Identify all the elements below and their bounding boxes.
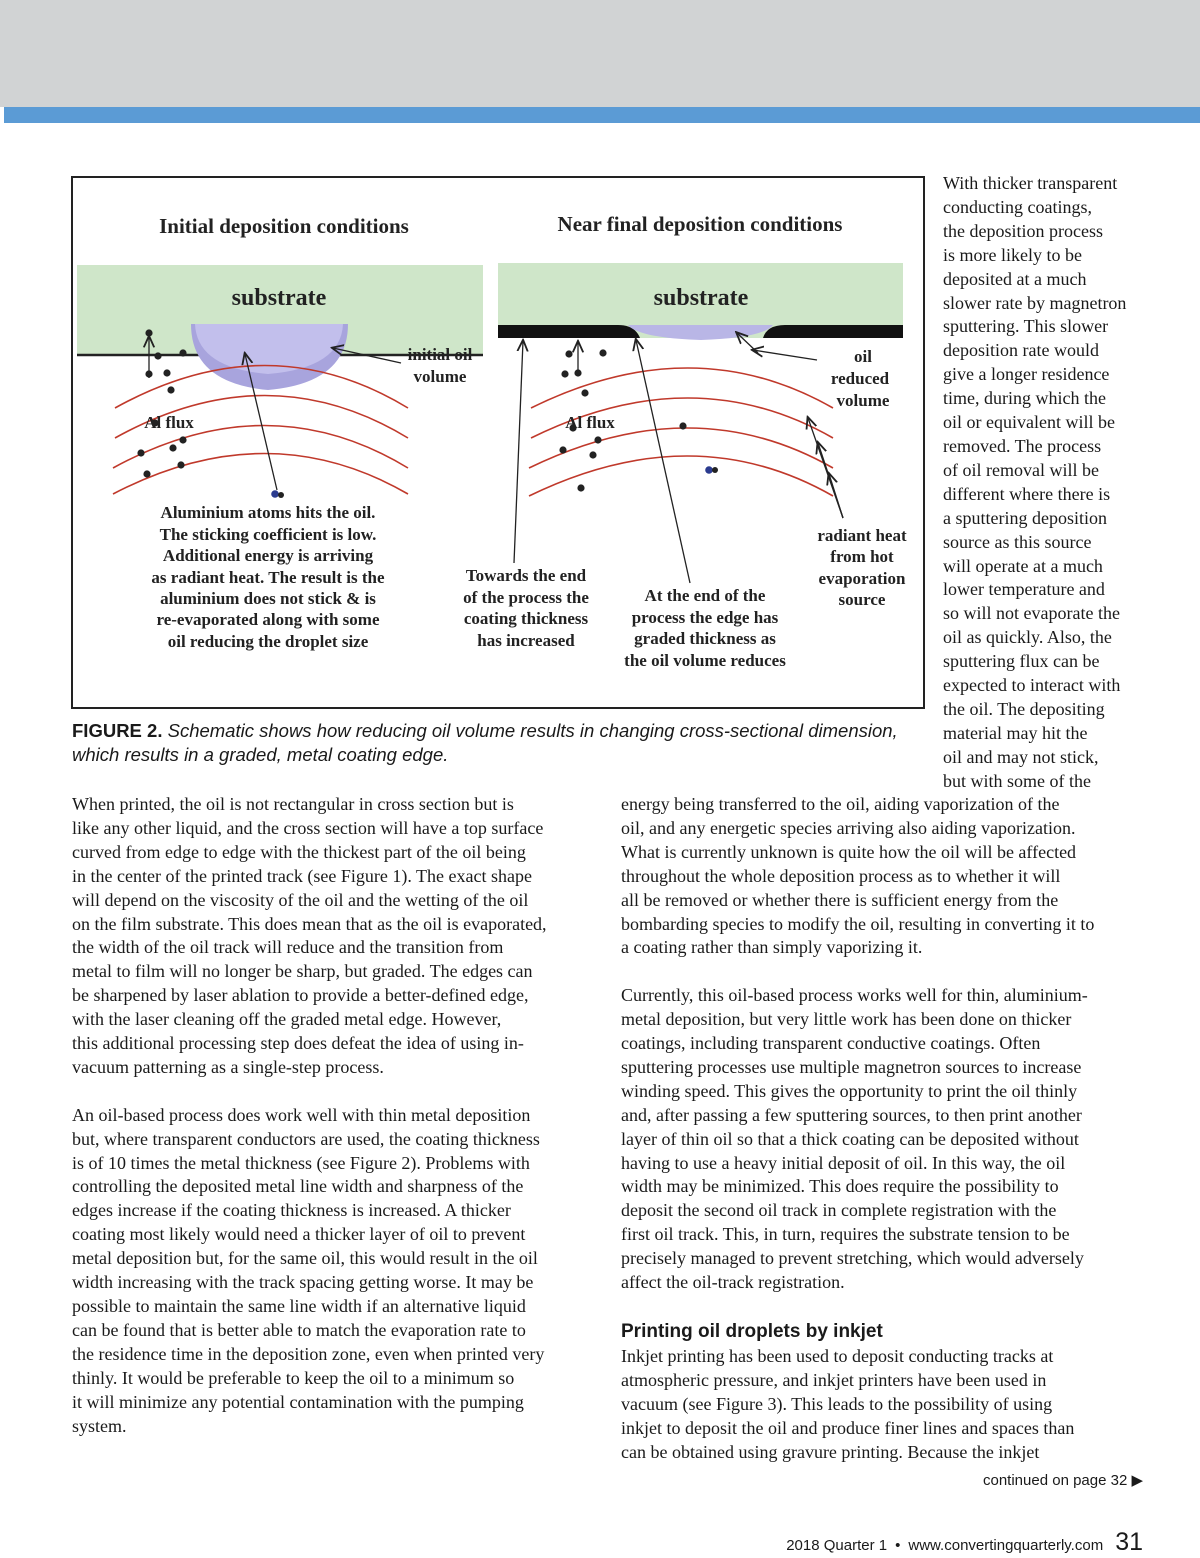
text-line: in the center of the printed track (see Figure 1). The exact shape — [72, 865, 532, 886]
right-atom-dark — [712, 467, 718, 473]
side-line: is more likely to be — [943, 244, 1082, 265]
heat-label-2: from hot — [830, 547, 894, 566]
text-line: coatings, including transparent conductive coatings. Often — [621, 1033, 1041, 1054]
text-line: all be removed or whether there is sufficient energy from the — [621, 889, 1059, 910]
right-panel-title: Near final deposition conditions — [557, 212, 843, 236]
right-substrate-label: substrate — [653, 285, 749, 311]
text-line: sputtering processes use multiple magnetron sources to increase — [621, 1056, 1082, 1077]
figure-2-diagram — [73, 178, 923, 707]
left-oil-label-1: initial oil — [407, 345, 473, 364]
towards-label-1: Towards the end — [465, 566, 587, 585]
text-line: precisely managed to prevent stretching, which would adversely — [621, 1248, 1084, 1269]
side-column — [943, 172, 1158, 794]
heat-arrow-3 — [829, 474, 843, 518]
footer-separator: • — [895, 1537, 901, 1554]
continued-link[interactable]: continued on page 32 ▶ — [983, 1472, 1143, 1489]
heat-label-3: evaporation — [818, 569, 906, 588]
side-line: source as this source — [943, 531, 1092, 552]
towards-label-2: of the process the — [463, 588, 589, 607]
text-line: system. — [72, 1415, 127, 1436]
text-line: width increasing with the track spacing getting worse. It may be — [72, 1272, 534, 1293]
side-line: of oil removal will be — [943, 459, 1099, 480]
right-oil-label-3: volume — [836, 391, 890, 410]
right-coating-left — [498, 325, 640, 338]
left-atom-dark — [278, 492, 284, 498]
side-line: so will not evaporate the — [943, 603, 1120, 624]
left-oil-label-2: volume — [413, 367, 467, 386]
text-line: Inkjet printing has been used to deposit conducting tracks at — [621, 1345, 1054, 1366]
text-line: curved from edge to edge with the thickest part of the oil being — [72, 841, 526, 862]
end-arrow — [636, 340, 690, 583]
end-label-2: process the edge has — [631, 608, 779, 627]
end-label-1: At the end of the — [644, 586, 766, 605]
text-line: edges increase if the coating thickness is increased. A thicker — [72, 1200, 511, 1221]
text-line: layer of thin oil so that a thick coating can be deposited without — [621, 1128, 1079, 1149]
side-line: the oil. The depositing — [943, 698, 1105, 719]
right-atom-blue — [705, 466, 713, 474]
left-column — [72, 793, 602, 1438]
left-note-line-2: The sticking coefficient is low. — [159, 525, 377, 544]
header-accent-bar — [4, 107, 1200, 123]
side-line: give a longer residence — [943, 364, 1110, 385]
figure-caption-text: Schematic shows how reducing oil volume results in changing cross-sectional dimension, which results in a graded, metal coating edge. — [72, 720, 898, 765]
side-line: time, during which the — [943, 388, 1106, 409]
text-line: vacuum patterning as a single-step process. — [72, 1056, 384, 1077]
side-line: but with some of the — [943, 770, 1091, 791]
left-note-line-5: aluminium does not stick & is — [160, 589, 376, 608]
left-note-line-6: re-evaporated along with some — [156, 610, 380, 629]
text-line: it will minimize any potential contamination with the pumping — [72, 1391, 524, 1412]
right-flux-arcs — [529, 368, 833, 496]
end-label-3: graded thickness as — [634, 629, 776, 648]
side-line: the deposition process — [943, 220, 1103, 241]
text-line: energy being transferred to the oil, aiding vaporization of the — [621, 794, 1060, 814]
text-line: controlling the deposited metal line width and sharpness of the — [72, 1176, 524, 1197]
text-line: When printed, the oil is not rectangular in cross section but is — [72, 794, 514, 814]
header-band — [0, 0, 1200, 107]
text-line: can be found that is better able to match the evaporation rate to — [72, 1319, 526, 1340]
text-line: and, after passing a few sputtering sources, to then print another — [621, 1104, 1082, 1125]
text-line: width may be minimized. This does require the possibility to — [621, 1176, 1059, 1197]
side-line: removed. The process — [943, 435, 1102, 456]
footer-issue: 2018 Quarter 1 — [786, 1537, 888, 1554]
text-line: throughout the whole deposition process as to whether it will — [621, 865, 1061, 886]
text-line: metal deposition but, for the same oil, this would result in the oil — [72, 1248, 538, 1269]
side-line: expected to interact with — [943, 675, 1121, 696]
text-line: can be obtained using gravure printing. Because the inkjet — [621, 1441, 1040, 1462]
side-line: oil and may not stick, — [943, 746, 1099, 767]
text-line: vacuum (see Figure 3). This leads to the possibility of using — [621, 1393, 1053, 1414]
text-line: metal to film will no longer be sharp, but graded. The edges can — [72, 961, 533, 982]
side-line: With thicker transparent — [943, 173, 1118, 193]
right-column — [621, 793, 1161, 1464]
text-line: with the laser cleaning off the graded metal edge. However, — [72, 1009, 502, 1030]
text-line: the width of the oil track will reduce and the transition from — [72, 937, 504, 958]
text-line: metal deposition, but very little work has been done on thicker — [621, 1009, 1072, 1030]
left-note-line-4: as radiant heat. The result is the — [151, 568, 385, 587]
right-coating-right — [763, 325, 903, 338]
side-line: sputtering. This slower — [943, 316, 1109, 337]
towards-arrow — [514, 341, 523, 563]
heat-label-4: source — [838, 590, 886, 609]
side-line: oil or equivalent will be — [943, 412, 1115, 433]
text-line: like any other liquid, and the cross section will have a top surface — [72, 817, 544, 838]
text-line: be sharpened by laser ablation to provide a better-defined edge, — [72, 985, 529, 1006]
text-line: inkjet to deposit the oil and produce finer lines and spaces than — [621, 1417, 1075, 1438]
text-line: but, where transparent conductors are used, the coating thickness — [72, 1128, 540, 1149]
side-line: slower rate by magnetron — [943, 292, 1127, 313]
text-line: first oil track. This, in turn, requires the substrate tension to be — [621, 1224, 1070, 1245]
figure-2 — [71, 176, 925, 709]
text-line: the residence time in the deposition zone, even when printed very — [72, 1343, 545, 1364]
side-line: oil as quickly. Also, the — [943, 627, 1112, 648]
side-line: conducting coatings, — [943, 196, 1092, 217]
right-paragraph-1 — [621, 793, 1161, 960]
text-line: is of 10 times the metal thickness (see Figure 2). Problems with — [72, 1152, 530, 1173]
side-line: sputtering flux can be — [943, 651, 1100, 672]
text-line: on the film substrate. This does mean that as the oil is evaporated, — [72, 913, 547, 934]
left-flux-label: Al flux — [144, 413, 194, 432]
left-panel-title: Initial deposition conditions — [159, 214, 409, 238]
figure-caption — [72, 719, 932, 767]
text-line: bombarding species to modify the oil, resulting in converting it to — [621, 913, 1095, 934]
right-flux-label: Al flux — [565, 413, 615, 432]
figure-caption-label: FIGURE 2. — [72, 720, 163, 741]
right-paragraph-3 — [621, 1345, 1161, 1465]
text-line: a coating rather than simply vaporizing it. — [621, 937, 923, 958]
heat-label-1: radiant heat — [817, 526, 907, 545]
towards-label-3: coating thickness — [463, 609, 589, 628]
text-line: deposit the second oil track in complete registration with the — [621, 1200, 1057, 1221]
text-line: Currently, this oil-based process works well for thin, aluminium- — [621, 985, 1088, 1006]
text-line: An oil-based process does work well with thin metal deposition — [72, 1104, 531, 1125]
left-paragraph-1 — [72, 793, 602, 1080]
text-line: oil, and any energetic species arriving also aiding vaporization. — [621, 817, 1076, 838]
left-note-line-7: oil reducing the droplet size — [167, 632, 369, 651]
end-label-4: the oil volume reduces — [624, 651, 786, 670]
side-line: material may hit the — [943, 722, 1088, 743]
text-line: What is currently unknown is quite how the oil will be affected — [621, 841, 1077, 862]
text-line: having to use a heavy initial deposit of oil. In this way, the oil — [621, 1152, 1066, 1173]
left-note-line-3: Additional energy is arriving — [162, 546, 374, 565]
side-line: different where there is — [943, 483, 1111, 504]
text-line: coating most likely would need a thicker layer of oil to prevent — [72, 1224, 526, 1245]
right-oil-label-1: oil — [854, 347, 872, 366]
left-paragraph-2 — [72, 1104, 602, 1439]
side-line: a sputtering deposition — [943, 507, 1107, 528]
footer-website[interactable]: www.convertingquarterly.com — [908, 1537, 1104, 1554]
page-number: 31 — [1115, 1528, 1143, 1556]
text-line: thinly. It would be preferable to keep the oil to a minimum so — [72, 1367, 515, 1388]
section-heading: Printing oil droplets by inkjet — [621, 1320, 883, 1342]
left-note-line-1: Aluminium atoms hits the oil. — [160, 503, 376, 522]
text-line: winding speed. This gives the opportunity to print the oil thinly — [621, 1080, 1078, 1101]
left-atom-blue — [271, 490, 279, 498]
text-line: this additional processing step does defeat the idea of using in- — [72, 1033, 524, 1054]
page-footer — [786, 1528, 1143, 1557]
text-line: possible to maintain the same line width if an alternative liquid — [72, 1296, 526, 1317]
right-paragraph-2 — [621, 984, 1161, 1295]
right-oil-arrow — [753, 350, 817, 360]
text-line: will depend on the viscosity of the oil and the wetting of the oil — [72, 889, 529, 910]
side-line: deposited at a much — [943, 268, 1087, 289]
side-line: will operate at a much — [943, 555, 1103, 576]
towards-label-4: has increased — [477, 631, 575, 650]
side-line: lower temperature and — [943, 579, 1105, 600]
side-line: deposition rate would — [943, 340, 1099, 361]
right-oil-label-2: reduced — [830, 369, 890, 388]
left-substrate-label: substrate — [231, 285, 327, 311]
text-line: atmospheric pressure, and inkjet printers have been used in — [621, 1369, 1047, 1390]
text-line: affect the oil-track registration. — [621, 1272, 845, 1293]
